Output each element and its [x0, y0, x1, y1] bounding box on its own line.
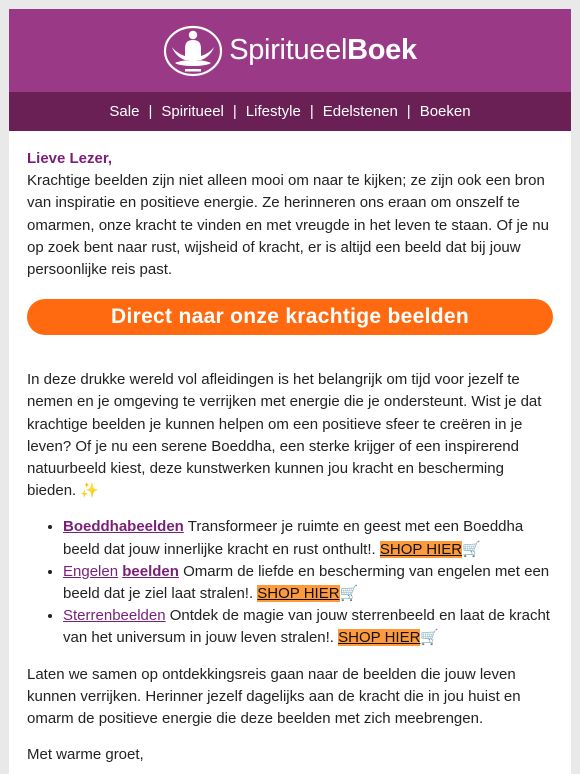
nav-item-sale[interactable]: Sale	[109, 103, 140, 120]
email-header	[9, 9, 571, 92]
body-paragraph: In deze drukke wereld vol afleidingen is het belangrijk om tijd voor jezelf te nemen en je omgeving te verrijken met energie die je ondersteunt. Wist je dat krachtige beelden je kunnen helpen om een positieve sfeer te creëren in je leven? Of je nu een serene Boeddha, een sterke krijger of een inspirerend natuurbeeld kiest, deze kunstwerken kunnen jou kracht en bescherming bieden. ✨	[27, 371, 542, 500]
cart-icon: 🛒	[339, 585, 359, 603]
main-navigation	[9, 92, 571, 131]
cta-button[interactable]: Direct naar onze krachtige beelden	[27, 299, 553, 335]
nav-item-edelstenen[interactable]: Edelstenen	[322, 103, 398, 120]
nav-item-lifestyle[interactable]: Lifestyle	[245, 103, 301, 120]
sterrenbeelden-link[interactable]: Sterrenbeelden	[63, 607, 166, 625]
list-item-text: Omarm de liefde en bescherming van engelen met een beeld dat je ziel laat stralen!.	[63, 562, 550, 603]
shop-here-link[interactable]: SHOP HIER	[379, 540, 463, 558]
nav-item-spiritueel[interactable]: Spiritueel	[161, 103, 224, 120]
nav-separator: |	[406, 103, 411, 120]
nav-separator: |	[232, 103, 237, 120]
list-item-text: Ontdek de magie van jouw sterrenbeeld en laat de kracht van het universum in jouw leven stralen!.	[63, 607, 550, 647]
product-list	[27, 516, 553, 649]
shop-here-link[interactable]: SHOP HIER	[257, 585, 340, 603]
list-item	[63, 605, 553, 649]
nav-item-boeken[interactable]: Boeken	[419, 103, 471, 120]
email-body	[9, 131, 571, 766]
engelen-link[interactable]: Engelen	[63, 562, 119, 580]
email-container	[9, 9, 571, 774]
brand-logo[interactable]	[163, 25, 417, 77]
cart-icon: 🛒	[420, 629, 440, 647]
brand-name: SpiritueelBoek	[229, 34, 417, 66]
meditating-figure-icon	[163, 25, 223, 77]
cart-icon: 🛒	[462, 540, 481, 558]
list-item-text: Transformeer je ruimte en geest met een Boeddha beeld dat jouw innerlijke kracht en rust onthult!.	[63, 518, 524, 558]
beelden-link[interactable]: beelden	[122, 562, 179, 580]
nav-separator: |	[309, 103, 314, 120]
list-item	[63, 561, 553, 605]
boeddhabeelden-link[interactable]: Boeddhabeelden	[63, 518, 184, 536]
shop-here-link[interactable]: SHOP HIER	[338, 629, 421, 647]
closing-line: Met warme groet,	[27, 746, 144, 764]
intro-paragraph: Krachtige beelden zijn niet alleen mooi om naar te kijken; ze zijn ook een bron van inspiratie en positieve energie. Ze herinneren ons eraan om onszelf te omarmen, onze kracht te vinden en met vreugde in het leven te staan. Of je nu op zoek bent naar rust, wijsheid of kracht, er is altijd een beeld dat bij jouw persoonlijke reis past.	[27, 172, 549, 279]
list-item	[63, 516, 553, 560]
outro-paragraph: Laten we samen op ontdekkingsreis gaan naar de beelden die jouw leven kunnen verrijken. Herinner jezelf dagelijks aan de kracht die in jou huist en omarm de positieve energie die deze beelden met zich meebrengen.	[27, 665, 521, 728]
nav-separator: |	[148, 103, 153, 120]
greeting: Lieve Lezer,	[27, 150, 113, 167]
